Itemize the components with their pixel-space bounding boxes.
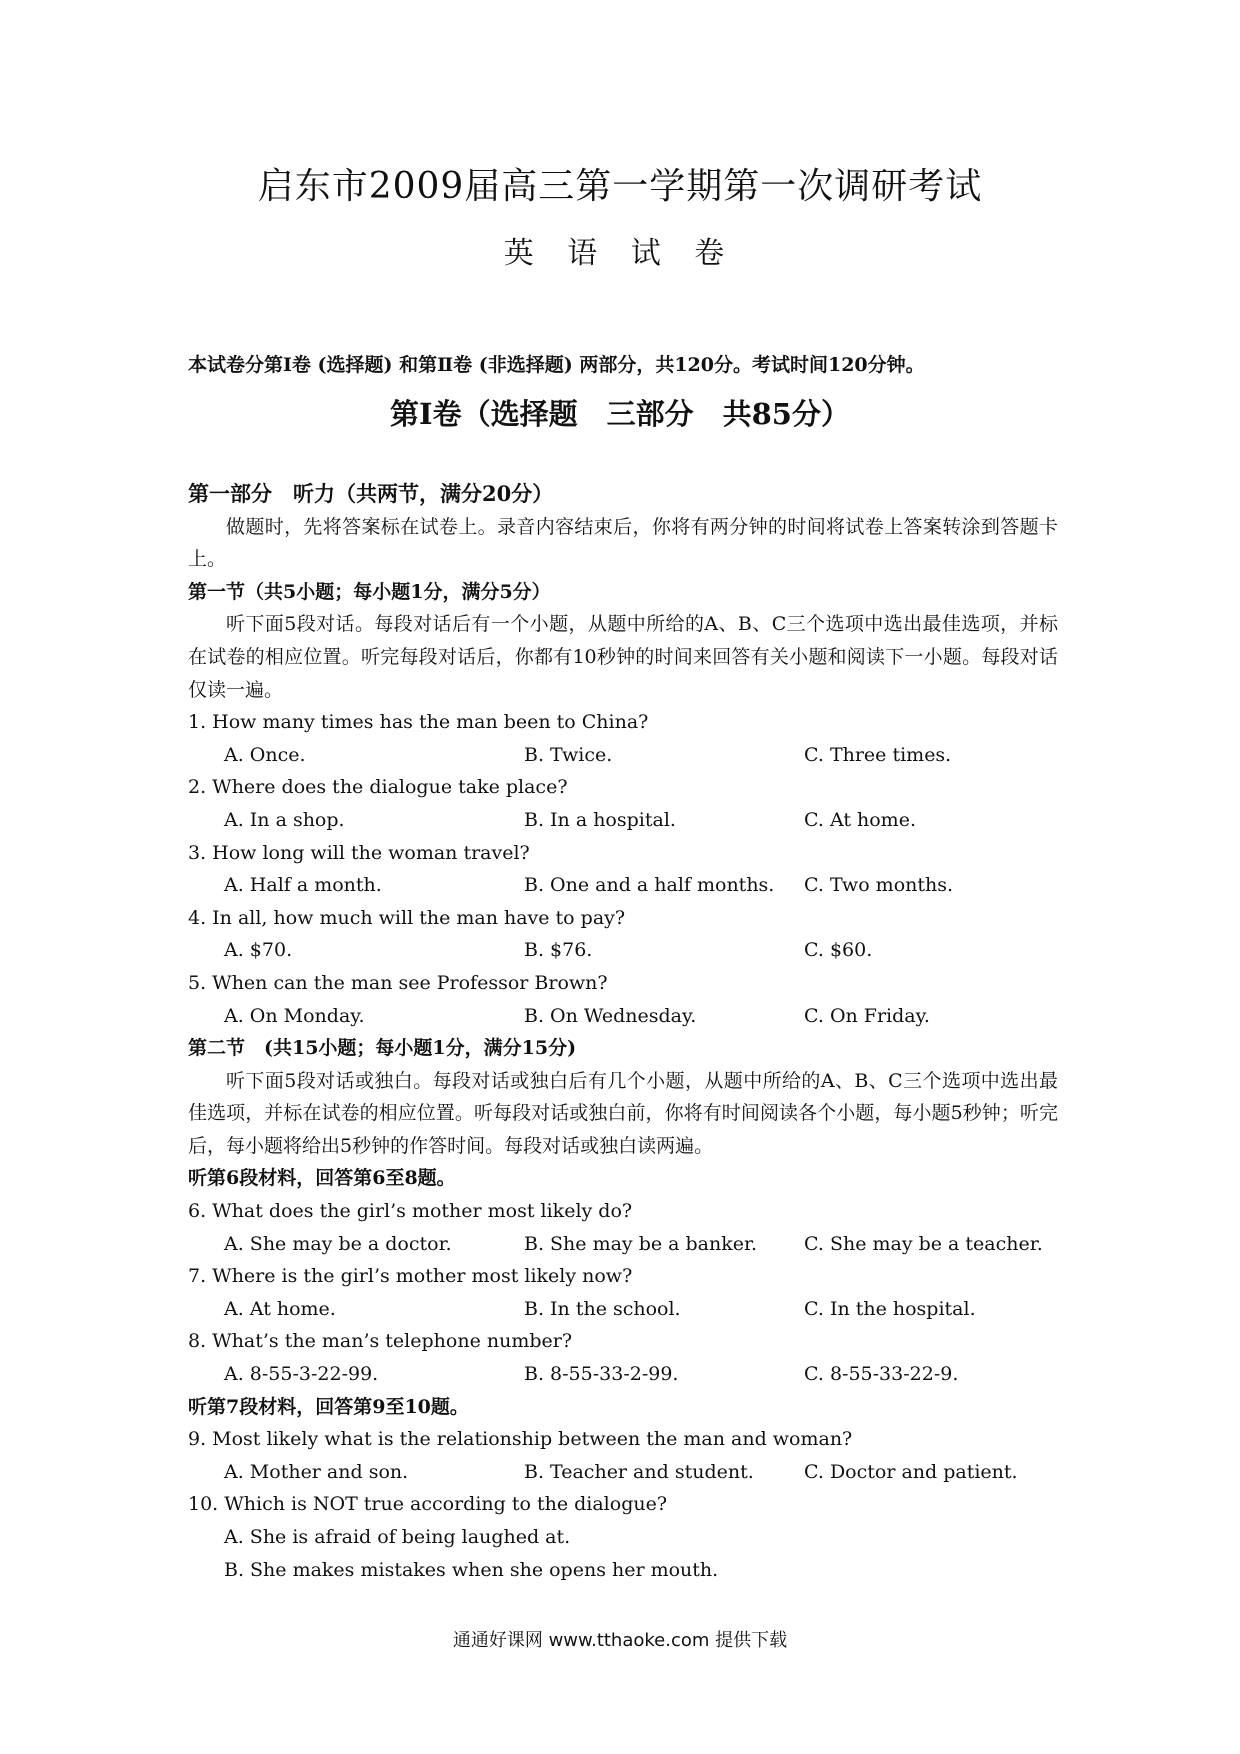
question-item [188,1423,1058,1488]
page-footer: 通通好课网 www.tthaoke.com 提供下载 [452,1630,788,1651]
option-b: B. On Wednesday. [524,1004,697,1027]
question-text: 10. Which is NOT true according to the dialogue? [188,1493,668,1516]
option-b: B. She makes mistakes when she opens her mouth. [224,1558,719,1581]
option-c: C. $60. [804,939,873,962]
option-b: B. In a hospital. [524,808,676,831]
part1-heading: 第一部分 听力（共两节，满分20分） [188,481,554,506]
option-c: C. She may be a teacher. [804,1232,1043,1255]
section2-instructions: 听下面5段对话或独白。每段对话或独白后有几个小题，从题中所给的A、B、C三个选项中选出最佳选项，并标在试卷的相应位置。听每段对话或独白前，你将有时间阅读各个小题，每小题5秒钟；听完后，每小题将给出5秒钟的作答时间。每段对话或独白读两遍。 [188,1069,1058,1157]
option-a: A. 8-55-3-22-99. [224,1363,379,1386]
options-row [188,1293,1058,1326]
option-a: A. She may be a doctor. [224,1232,452,1255]
options-row [188,869,1058,902]
part1-instructions: 做题时，先将答案标在试卷上。录音内容结束后，你将有两分钟的时间将试卷上答案转涂到答题卡上。 [188,515,1058,571]
option-c: C. At home. [804,808,916,831]
option-c: C. Three times. [804,743,952,766]
option-a: A. On Monday. [224,1004,365,1027]
options-row [188,934,1058,967]
options-row [188,1228,1058,1261]
question-item [188,967,1058,1032]
section1-instructions: 听下面5段对话。每段对话后有一个小题，从题中所给的A、B、C三个选项中选出最佳选项，并标在试卷的相应位置。听完每段对话后，你都有10秒钟的时间来回答有关小题和阅读下一小题。每段对话仅读一遍。 [188,613,1058,701]
question-text: 3. How long will the woman travel? [188,841,530,864]
material6-heading: 听第6段材料，回答第6至8题。 [188,1167,456,1190]
section1-heading: 第一节（共5小题；每小题1分，满分5分） [188,580,551,603]
question-item [188,1488,1058,1586]
exam-content [188,478,1058,1586]
question-item [188,771,1058,836]
option-c: C. 8-55-33-22-9. [804,1363,959,1386]
question-item [188,1195,1058,1260]
question-list-section1 [188,706,1058,1032]
question-item [188,902,1058,967]
option-a: A. At home. [224,1297,336,1320]
question-text: 9. Most likely what is the relationship between the man and woman? [188,1428,853,1451]
options-row [188,1358,1058,1391]
option-b: B. Teacher and student. [524,1460,754,1483]
option-c: C. On Friday. [804,1004,930,1027]
question-text: 2. Where does the dialogue take place? [188,776,568,799]
option-b: B. 8-55-33-2-99. [524,1363,679,1386]
question-item [188,1325,1058,1390]
option-c: C. In the hospital. [804,1297,976,1320]
option-a: A. Mother and son. [224,1460,409,1483]
option-c: C. Doctor and patient. [804,1460,1018,1483]
option-a: A. In a shop. [224,808,345,831]
option-a: A. She is afraid of being laughed at. [224,1526,571,1548]
options-row [188,739,1058,772]
option-a: A. $70. [224,939,293,962]
question-list-material6 [188,1195,1058,1391]
question-item [188,706,1058,771]
question-text: 4. In all, how much will the man have to pay? [188,906,626,929]
option-b: B. She may be a banker. [524,1232,758,1255]
volume-heading: 第Ⅰ卷（选择题 三部分 共85分） [390,397,850,431]
option-c: C. Two months. [804,874,954,897]
exam-title: 启东市2009届高三第一学期第一次调研考试 [257,166,983,207]
option-b: B. One and a half months. [524,874,775,897]
question-text: 6. What does the girl’s mother most likely do? [188,1200,633,1223]
options-row [188,1456,1058,1489]
question-item [188,837,1058,902]
option-b: B. In the school. [524,1297,681,1320]
section2-heading: 第二节 (共15小题；每小题1分，满分15分) [188,1037,577,1060]
material7-heading: 听第7段材料，回答第9至10题。 [188,1395,469,1418]
options-row [188,1000,1058,1033]
exam-intro: 本试卷分第Ⅰ卷 (选择题) 和第Ⅱ卷 (非选择题) 两部分，共120分。考试时间120分钟。 [188,354,925,376]
question-text: 7. Where is the girl’s mother most likely now? [188,1265,633,1288]
exam-subtitle: 英 语 试 卷 [503,236,737,271]
question-text: 5. When can the man see Professor Brown? [188,971,608,994]
option-b: B. Twice. [524,743,613,766]
options-row [188,804,1058,837]
option-a: A. Once. [224,743,306,766]
option-b: B. $76. [524,939,593,962]
option-a: A. Half a month. [224,874,382,897]
question-text: 8. What’s the man’s telephone number? [188,1330,573,1353]
question-text: 1. How many times has the man been to China? [188,711,649,734]
question-item [188,1260,1058,1325]
